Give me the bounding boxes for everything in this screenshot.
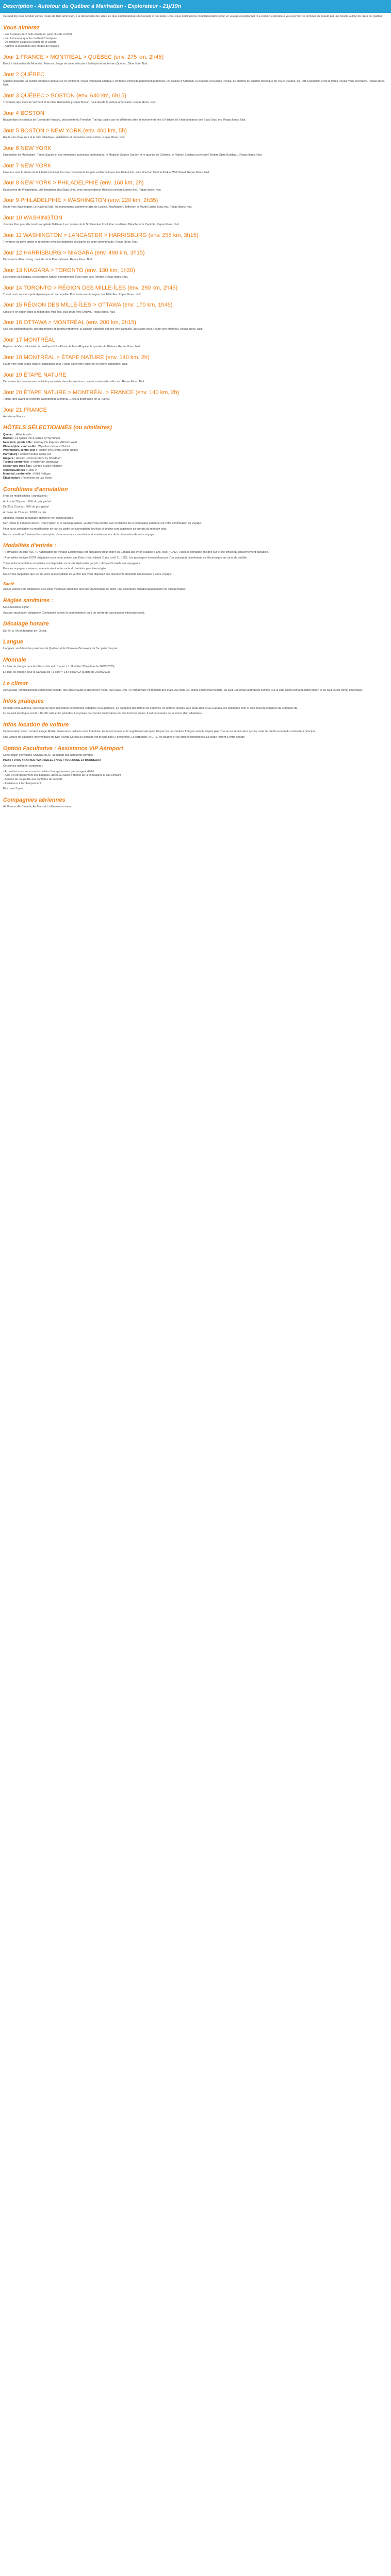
day-11-title: Jour 11 WASHINGTON > LANCASTER > HARRISBURG (env. 255 km, 3h15) (3, 232, 199, 239)
modalities-text: - Formalités en ligne ESTA obligatoire pour toute arrivée aux États-Unis, valable 2 ans (coût 21 USD). Les passagers doivent disposer d'un passeport biométrique ou électronique en cours de validité. (3, 556, 248, 560)
day-12-text: Découverte d'Harrisburg, capitale de la Pennsylvanie. Repas libres. Nuit. (3, 258, 93, 262)
sanitary-text: Aucune vaccination obligatoire (Demandez conseil à votre médecin ou à un centre de vaccinations internationales). (3, 611, 145, 615)
option-price: Prix base 2 pers. (3, 787, 24, 791)
day-21-text: Arrivée en France. (3, 415, 26, 418)
conditions-text: Pour toute annulation ou modification de tout ou partie de la prestation, les frais ci-dessus sont appliqués au prorata du montant total. (3, 527, 167, 531)
hotel-name: Hôtel Acadia (15, 433, 31, 436)
practical-text: Pendant votre autotour, vous logerez dans des hôtels de première catégorie ou supérieure. La catégorie des hôtels est exprimée en normes locales. Aux États-Unis et au Canada, les chambres sont le plus souvent équipées de 2 grands lits. (3, 706, 298, 710)
hotel-city: Boston : (3, 437, 14, 440)
hotel-city: Étape nature : (3, 477, 22, 480)
language-text: L'anglais, seul dans les provinces de Québec et du Nouveau-Brunswick où l'on parle français. (3, 647, 119, 651)
day-5-text: Route vers New York et la côte atlantique. Installation et premières découvertes. Repas libres. Nuit. (3, 136, 125, 140)
modalities-text: - Formalités en ligne AVE : L'Autorisation de Voyage Électronique est obligatoire pour entrer au Canada par avion (valable 5 ans, coût 7 CAD). Faites la demande en ligne sur le site officiel du gouvernement canadien. (3, 551, 269, 554)
page-title: Description - Autotour du Québec à Manhattan - Explorateur - 21j/19n (3, 3, 181, 9)
day-16-title: Jour 16 OTTAWA > MONTRÉAL (env. 200 km, 2h15) (3, 319, 136, 326)
day-2-text: Québec possède un cachet européen unique sur ce continent. Voyez l'imposant Château Frontenac, l'hôtel du parlement québécois, les plaines d'Abraham, la citadelle et la place Royale. Le charme du quartier historique du Vieux-Québec, du Petit-Champlain et de la Place Royale vous envoûtera. Repas libres. Nuit. (3, 79, 385, 87)
modalities-text: Pour les voyageurs mineurs, une autorisation de sortie du territoire peut être exigée. (3, 567, 107, 571)
day-20-title: Jour 20 ÉTAPE NATURE > MONTRÉAL > FRANCE (env. 140 km, 2h) (3, 389, 180, 396)
car-rental-text: Cette location inclut : le kilométrage illimité, l'assurance collision avec franchise, les taxes locales et le supplément aéroport. Un permis de conduire français valable depuis plus d'un an est requis ainsi qu'une carte de crédit au nom du conducteur principal. (3, 730, 316, 734)
conditions-text: Frais de modifications / annulations : (3, 494, 48, 498)
hotel-city: Harrisburg : (3, 452, 19, 456)
day-10-text: Journée libre pour découvrir la capitale fédérale. Les musées de la Smithsonian Institution, la Maison Blanche et le Capitole. Repas libres. Nuit. (3, 223, 180, 227)
option-list (3, 770, 388, 786)
day-15-text: Croisière en option dans la région des Mille-Îles, puis route vers Ottawa. Repas libres. Nuit. (3, 310, 116, 314)
option-title: Option Facultative : Assistance VIP Aéroport (3, 745, 123, 752)
hotel-name: Holiday Inn Express Midtown West (34, 440, 77, 444)
hotel-item (3, 453, 388, 457)
day-19-title: Jour 19 ÉTAPE NATURE (3, 371, 67, 378)
hotel-city: Niagara : (3, 456, 15, 460)
language-title: Langue (3, 639, 24, 646)
option-item: - Accueil et assistance aux formalités d'enregistrement par un agent dédié (3, 770, 94, 773)
hotel-city: New York, pointe ville : (3, 440, 34, 444)
hotel-item (3, 465, 388, 469)
hotel-name: La Quinta Inn & Suites by Wyndham (15, 437, 60, 440)
day-7-title: Jour 7 NEW YORK (3, 162, 52, 169)
day-4-text: Balade dans le campus de l'université Harvard, découverte du Freedom Trail qui passe par les différents sites et monuments liés à l'histoire de l'indépendance des États-Unis, etc. Repas libres. Nuit. (3, 118, 247, 122)
day-9-title: Jour 9 PHILADELPHIE > WASHINGTON (env. 220 km, 2h35) (3, 197, 158, 204)
itinerary (3, 54, 388, 419)
conditions-text: À moins de 15 jours : 100% du prix (3, 511, 46, 514)
day-12-title: Jour 12 HARRISBURG > NIAGARA (env. 490 km, 3h15) (3, 249, 145, 256)
climate-title: Le climat (3, 680, 28, 687)
practical-text: Le courant électrique est de 110/115 volts et 60 périodes. Les prises de courant américaines ont des broches plates. Il est nécessaire de se munir d'un adaptateur. (3, 712, 203, 716)
airlines-text: Air France, Air Canada, Air Transat, Lufthansa ou autre... (3, 805, 73, 809)
hotel-city: Toronto centre-ville : (3, 461, 31, 464)
day-18-text: Route vers votre étape nature. Installation pour 2 nuits dans votre auberge en pleine campagne. Nuit. (3, 363, 128, 366)
option-text: Cette option est valable UNIQUEMENT au départ des aéroports suivants : (3, 753, 94, 757)
day-10-title: Jour 10 WASHINGTON (3, 215, 62, 222)
hotel-name: Howard Johnson Plaza by Wyndham (15, 456, 61, 460)
highlights-list (3, 33, 388, 49)
timezone-text: De -6h à -9h en fonction de l'Ouest. (3, 629, 47, 633)
description-content (0, 13, 391, 821)
day-15-title: Jour 15 RÉGION DES MILLE-ÎLES > OTTAWA (env. 170 km, 1h45) (3, 302, 173, 309)
hotel-name: Pourvoirie du Lac Blanc (22, 477, 52, 480)
day-1-title: Jour 1 FRANCE > MONTRÉAL > QUÉBEC (env. 275 km, 2h45) (3, 54, 164, 60)
hotel-item (3, 469, 388, 473)
day-13-title: Jour 13 NIAGARA > TORONTO (env. 130 km, 1h30) (3, 267, 135, 274)
conditions-text: Nous conseillons fortement la souscription d'une assurance annulation et assistance lors de la réservation de votre voyage. (3, 533, 155, 536)
day-17-title: Jour 17 MONTRÉAL (3, 337, 55, 344)
hotel-name: Wyndham Historic District (38, 445, 70, 448)
hotel-name: Confort Suites Kingston (33, 465, 62, 468)
option-item: - Assistance à l'embarquement (3, 782, 41, 785)
hotel-item (3, 437, 388, 441)
option-item: - Service de coupe-file aux contrôles de sécurité (3, 778, 63, 782)
highlights-title: Vous aimerez (3, 24, 40, 31)
sanitary-title: Règles sanitaires : (3, 597, 54, 604)
day-6-text: Exploration de Manhattan : Times Square et ses immenses panneaux publicitaires, le Madison Square Garden et le quartier de Chelsea, le Flatiron Building ou encore l'Empire State Building... Repas libres. Nuit. (3, 153, 263, 157)
car-rental-title: Infos location de voiture (3, 722, 69, 728)
day-11-text: Traversée du pays amish et rencontre avec les traditions séculaires de cette communauté. Repas libres. Nuit. (3, 241, 138, 244)
modalities-text: Toute la documentation actualisée est disponible sur le site diplomatie.gouv.fr, rubrique Conseils aux voyageurs. (3, 562, 141, 565)
hotel-city: Philadelphie, centre-ville : (3, 445, 38, 448)
option-text: Ce service optionnel comprend : (3, 765, 43, 768)
sanitary-text: Nous facilitons à jour. (3, 606, 30, 609)
intro-text: Ce road trip vous conduit sur les routes de l'Est américain, à la découverte des villes les plus emblématiques du Canada et des États-Unis. Deux destinations complémentaires pour un voyage exceptionnel ! La version Explorateur vous permet de terminer en beauté par une boucle autour du cœur de Québec. (3, 15, 383, 19)
highlight-item: - Le croisière jusqu'à la Statue de la Liberté (3, 41, 57, 44)
day-20-text: Temps libre avant de rejoindre l'aéroport de Montréal. Envol à destination de la France. (3, 397, 110, 401)
car-rental-text: Une voiture de catégorie Intermédiaire de type Toyota Corolla ou similaire est prévue pour 2 personnes. Le carburant, le GPS, les péages et les options demandées sur place restent à votre charge. (3, 735, 246, 739)
hotel-name: Hôtel V (27, 468, 37, 472)
hotels-list (3, 433, 388, 481)
hotel-item (3, 433, 388, 437)
day-14-text: Toronto est une métropole dynamique et cosmopolite. Puis route vers la région des Mille-Îles. Repas libres. Nuit. (3, 293, 141, 296)
hotel-name: Hôtel Nelligan (33, 472, 51, 476)
day-8-text: Découverte de Philadelphie, ville fondatrice des États-Unis, avec Independence Hall et la célèbre Liberty Bell. Repas libres. Nuit. (3, 188, 161, 192)
conditions-text: De 30 à 15 jours : 50% du prix global (3, 505, 49, 509)
conditions-title: Conditions d'annulation (3, 486, 68, 493)
hotel-item (3, 445, 388, 449)
day-1-text: Envol à destination de Montréal. Prise en charge de votre véhicule à l'aéroport et route vers Québec. Dîner libre. Nuit. (3, 62, 148, 65)
hotels-title: HÔTELS SÉLECTIONNÉS (ou similaires) (3, 425, 112, 431)
hotel-name: Holiday Inn downtown (31, 461, 59, 464)
conditions-text: Non inclus le transport aérien. Pour l'option et le package aérien, veuillez vous référer aux conditions de la compagnie aérienne sur votre confirmation de voyage. (3, 522, 202, 526)
day-17-text: Explorez le Vieux-Montréal, la basilique Notre-Dame, le Mont-Royal et le quartier du Plateau. Repas libres. Nuit. (3, 345, 141, 349)
hotel-city: Montréal, centre-ville : (3, 472, 33, 476)
day-16-text: Cité des parlementaires, des diplomates et du gouvernement, la capitale nationale est une ville tranquille, au culture pour. Route vers Montréal. Repas libres. Nuit. (3, 328, 203, 331)
day-8-title: Jour 8 NEW YORK > PHILADELPHIE (env. 160 km, 2h) (3, 180, 144, 187)
hotel-item (3, 477, 388, 481)
hotel-city: Région des Mille-Îles : (3, 465, 32, 468)
practical-title: Infos pratiques (3, 698, 44, 705)
modalities-title: Modalités d'entrée : (3, 543, 56, 549)
currency-text: Le taux de change pour le Canada est : 1 euro = 1,54 dollar CA (à date de 26/05/2025) (3, 670, 110, 674)
day-3-title: Jour 3 QUÉBEC > BOSTON (env. 640 km, 6h15) (3, 93, 126, 99)
hotel-item (3, 449, 388, 453)
day-7-text: Croisière vers la statue de la Liberté (incluse), l'un des monuments les plus emblématiques des États-Unis. Puis direction Central Park et Wall Street. Repas libres. Nuit. (3, 171, 210, 174)
day-3-text: Traversée des États du Vermont et du New Hampshire jusqu'à Boston, haut-lieu de la culture américaine. Repas libres. Nuit. (3, 101, 156, 105)
day-14-title: Jour 14 TORONTO > RÉGION DES MILLE-ÎLES (env. 290 km, 2h45) (3, 284, 178, 291)
day-6-title: Jour 6 NEW YORK (3, 145, 52, 151)
hotel-city: Ottawa/Gatineau : (3, 468, 27, 472)
hotel-item (3, 441, 388, 445)
modalities-text: Nous vous rappelons qu'il est de votre responsabilité de vérifier que vous disposez des documents d'identité nécessaires à votre voyage. (3, 573, 172, 577)
day-5-title: Jour 5 BOSTON > NEW YORK (env. 400 km, 5h) (3, 127, 127, 134)
day-4-title: Jour 4 BOSTON (3, 110, 44, 116)
day-19-text: Découvrez les nombreuses activités proposées dans les alentours : canot, randonnée, vélo, etc. Repas libres. Nuit. (3, 380, 145, 384)
health-text: Aucun vaccin n'est obligatoire. Les soins médicaux étant très onéreux en Amérique du Nord, une assurance maladie/rapatriement est indispensable. (3, 588, 186, 591)
health-title: Santé (3, 581, 14, 586)
hotel-item (3, 472, 388, 477)
day-2-title: Jour 2 QUÉBEC (3, 71, 45, 78)
currency-text: La taux de change pour les États-Unis est : 1 euro = 1,11 dollar US (à date de 26/05/2025) (3, 665, 115, 669)
airlines-title: Compagnies aériennes (3, 797, 66, 804)
option-airports: PARIS / LYON / NANTES / MARSEILLE / NICE / TOULOUSE ET BORDEAUX (3, 759, 101, 762)
conditions-text: Attention, hôpital de bagage optionnel non remboursable. (3, 516, 74, 520)
hotel-name: Holiday Inn Central White House (37, 449, 78, 452)
day-21-title: Jour 21 FRANCE (3, 406, 47, 413)
option-item: - Aide à l'enregistrement des bagages, accès au salon d'attente de la compagnie le cas échéant (3, 774, 121, 777)
currency-title: Monnaie (3, 657, 26, 664)
page-header (0, 0, 391, 13)
highlight-item: - La pittoresque quartier du Petit-Champlain (3, 37, 57, 40)
day-13-text: Les chutes du Niagara, un spectacle naturel exceptionnel. Puis route vers Toronto. Repas libres. Nuit. (3, 275, 128, 279)
timezone-title: Décalage horaire (3, 621, 49, 628)
hotel-city: Washington, centre-ville : (3, 449, 37, 452)
day-9-text: Route vers Washington. Le National Mall, les monuments commémoratifs de Lincoln, Washington, Jefferson et Martin Luther King, etc. Repas libres. Nuit. (3, 206, 192, 209)
climate-text: Au Canada : principalement continental humide, des étés chauds et des hivers froids. Aux États-Unis : le climat varie en fonction des états. Au Nord-Est, climat continental humide, au Sud-Est climat subtropical humide, sur la côte Ouest climat méditerranéen et au Sud-Ouest climat désertique. (3, 688, 363, 692)
conditions-text: À plus de 30 jours : 10% du prix global (3, 500, 51, 503)
highlight-item: - Admirer la puissance des chutes du Niagara (3, 45, 59, 48)
hotel-city: Québec : (3, 433, 15, 436)
day-18-title: Jour 18 MONTRÉAL > ÉTAPE NATURE (env. 140 km, 2h) (3, 354, 150, 361)
hotel-item (3, 457, 388, 461)
hotel-name: Comfort Suites Camp Hill (20, 452, 51, 456)
highlight-item: - Les 5 étapes de 2 nuits minimum, pour plus de confort (3, 33, 72, 37)
hotel-item (3, 461, 388, 465)
